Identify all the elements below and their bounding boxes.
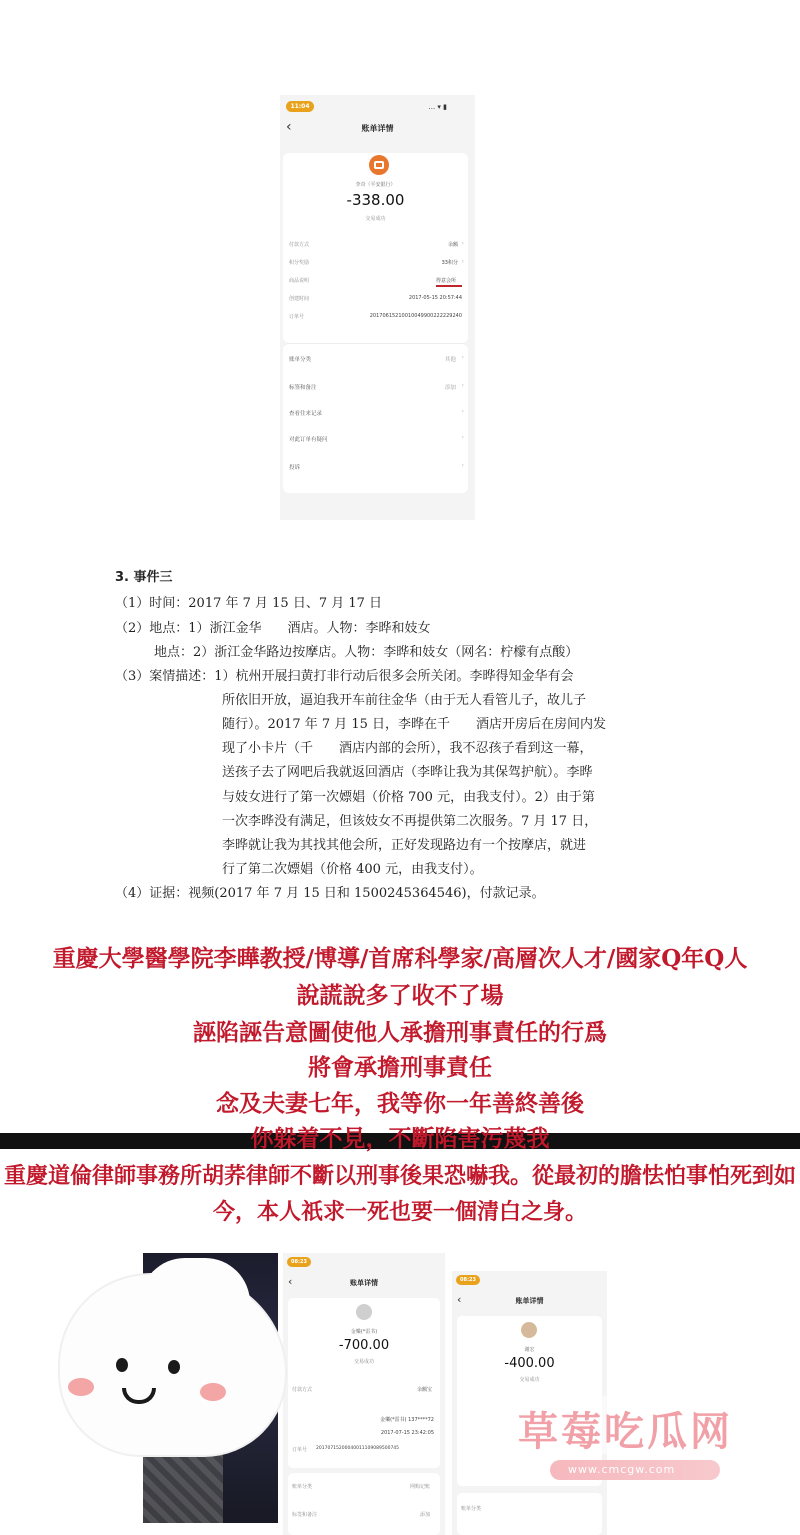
caption-line: 你躲着不見，不斷陷害污蔑我 [250, 1125, 550, 1152]
doc-line: 所依旧开放，逼迫我开车前往金华（由于无人看管儿子，故儿子 [222, 693, 587, 708]
bill-amount: -400.00 [504, 1356, 555, 1371]
page-title: 账单详情 [515, 1297, 544, 1305]
doc-line: 地点：2）浙江金华路边按摩店。人物：李晔和妓女（网名：柠檬有点酸） [115, 645, 579, 660]
sticker-blush-icon [68, 1378, 94, 1396]
menu-value: 添加 [419, 1512, 430, 1518]
chevron-right-icon: › [461, 354, 464, 361]
menu-item[interactable]: 查看往来记录 › [289, 408, 464, 417]
bill-summary-card [283, 153, 468, 343]
status-time: 08:23 [287, 1257, 311, 1267]
bill-summary-card [288, 1298, 440, 1468]
watermark-url-pill [550, 1460, 720, 1480]
bill-amount: -700.00 [338, 1338, 390, 1353]
row-value: 20170715200040011109089500745 [316, 1446, 400, 1451]
doc-line: 随行）。2017 年 7 月 15 日，李晔在千 酒店开房后在房间内发 [222, 717, 607, 732]
cartoon-face-sticker-top [140, 1258, 250, 1348]
page-title: 账单详情 [361, 124, 394, 133]
caption-line: 誣陷誣告意圖使他人承擔刑事責任的行爲 [193, 1019, 607, 1046]
row-value: 金樂(*雷书) 137****72 [380, 1417, 434, 1423]
section-heading: 3. 事件三 [115, 570, 173, 585]
doc-line: 一次李晔没有满足，但该妓女不再提供第二次服务。7 月 17 日， [222, 814, 598, 829]
status-time: 11:04 [286, 101, 314, 112]
doc-line: 与妓女进行了第一次嫖娼（价格 700 元，由我支付）。2）由于第 [222, 790, 595, 805]
caption-line: 重慶道倫律師事務所胡荞律師不斷以刑事後果恐嚇我。從最初的膽怯怕事怕死到如 [3, 1163, 796, 1189]
watermark-logo-text: 草莓吃瓜网 [518, 1409, 733, 1455]
caption-line: 說謊說多了收不了場 [296, 982, 504, 1009]
doc-line: 送孩子去了网吧后我就返回酒店（李晔让我为其保驾护航）。李晔 [222, 765, 593, 780]
signal-icon: ... ▾ ▮ [428, 103, 447, 111]
merchant-name: 李奇（平安银行） [355, 182, 396, 188]
doc-line: （4）证据：视频(2017 年 7 月 15 日和 1500245364546)，付款记录。 [115, 886, 545, 901]
doc-line: 李晔就让我为其找其他会所，正好发现路边有一个按摩店，就进 [222, 838, 587, 853]
bill-menu-card [283, 343, 468, 493]
chevron-right-icon: › [461, 462, 464, 469]
status-bar [280, 95, 475, 115]
caption-line: 念及夫妻七年，我等你一年善終善後 [216, 1090, 584, 1117]
detail-row: 创建时间 2017-05-15 20:57:44 [289, 295, 462, 302]
row-value: 2017-07-15 23:42:05 [380, 1430, 434, 1436]
menu-item[interactable]: 账单分类 其他 › [289, 354, 464, 363]
row-label: 订单号 [292, 1447, 308, 1453]
chevron-right-icon: › [461, 258, 464, 265]
transaction-status: 交易成功 [519, 1377, 540, 1383]
bill-menu-card [288, 1473, 440, 1535]
menu-value: 网购记账 [409, 1484, 430, 1490]
transaction-status: 交易成功 [365, 216, 386, 222]
nav-bar [280, 117, 475, 139]
merchant-logo-icon [369, 155, 389, 175]
merchant-name: 金樂(*雷书) [350, 1329, 378, 1335]
detail-row: 订单号 20170615210010049900222229240 [289, 313, 462, 320]
chevron-right-icon: › [461, 382, 464, 389]
menu-item[interactable]: 标签和备注 [292, 1512, 318, 1518]
caption-line: 將會承擔刑事責任 [308, 1054, 492, 1081]
back-icon[interactable]: ‹ [288, 1275, 293, 1288]
menu-item[interactable]: 标签和备注 添加 › [289, 382, 464, 391]
page-title: 账单详情 [350, 1279, 378, 1287]
sticker-eye-icon [168, 1360, 180, 1374]
detail-row: 付款方式 余额 › [289, 240, 464, 248]
caption-line: 重慶大學醫學院李曄教授/博導/首席科學家/高層次人才/國家Q年Q人 [52, 945, 748, 972]
menu-item[interactable]: 对此订单有疑问 › [289, 434, 464, 443]
bill-screenshot-700 [283, 1253, 445, 1535]
merchant-avatar-icon [356, 1304, 372, 1320]
chevron-right-icon: › [461, 408, 464, 415]
caption-line: 今，本人祇求一死也要一個清白之身。 [212, 1199, 587, 1225]
doc-line: 现了小卡片（千 酒店内部的会所），我不忍孩子看到这一幕， [222, 741, 593, 756]
status-time: 08:23 [456, 1275, 480, 1285]
chevron-right-icon: › [461, 240, 464, 247]
back-icon[interactable]: ‹ [286, 119, 292, 135]
chevron-right-icon: › [461, 434, 464, 441]
menu-item[interactable]: 账单分类 [461, 1506, 482, 1512]
sticker-eye-icon [116, 1358, 128, 1372]
doc-line: （2）地点：1）浙江金华 酒店。人物：李晔和妓女 [115, 621, 431, 636]
doc-line: 行了第二次嫖娼（价格 400 元，由我支付）。 [222, 862, 483, 877]
merchant-avatar-icon [521, 1322, 537, 1338]
merchant-name: 谢宏 [524, 1347, 535, 1353]
row-label: 付款方式 [292, 1387, 313, 1393]
bill-amount: -338.00 [346, 191, 405, 209]
row-value: 余额宝 [416, 1387, 432, 1393]
sticker-blush-icon [200, 1383, 226, 1401]
menu-item[interactable]: 账单分类 [292, 1484, 313, 1490]
bill-menu-card [457, 1493, 602, 1535]
doc-line: （1）时间：2017 年 7 月 15 日、7 月 17 日 [115, 596, 383, 611]
transaction-status: 交易成功 [353, 1359, 374, 1365]
doc-line: （3）案情描述：1）杭州开展扫黄打非行动后很多会所关闭。李晔得知金华有会 [115, 669, 574, 684]
detail-row: 积分奖励 33积分 › [289, 258, 464, 266]
blurred-area [143, 1448, 223, 1523]
bill-screenshot-top [280, 95, 475, 520]
watermark-url: www.cmcgw.com [568, 1463, 676, 1476]
back-icon[interactable]: ‹ [457, 1293, 462, 1306]
menu-item[interactable]: 投诉 › [289, 462, 464, 471]
detail-row: 商品说明 得意会所 [289, 275, 464, 287]
highlight-underline [436, 285, 462, 287]
